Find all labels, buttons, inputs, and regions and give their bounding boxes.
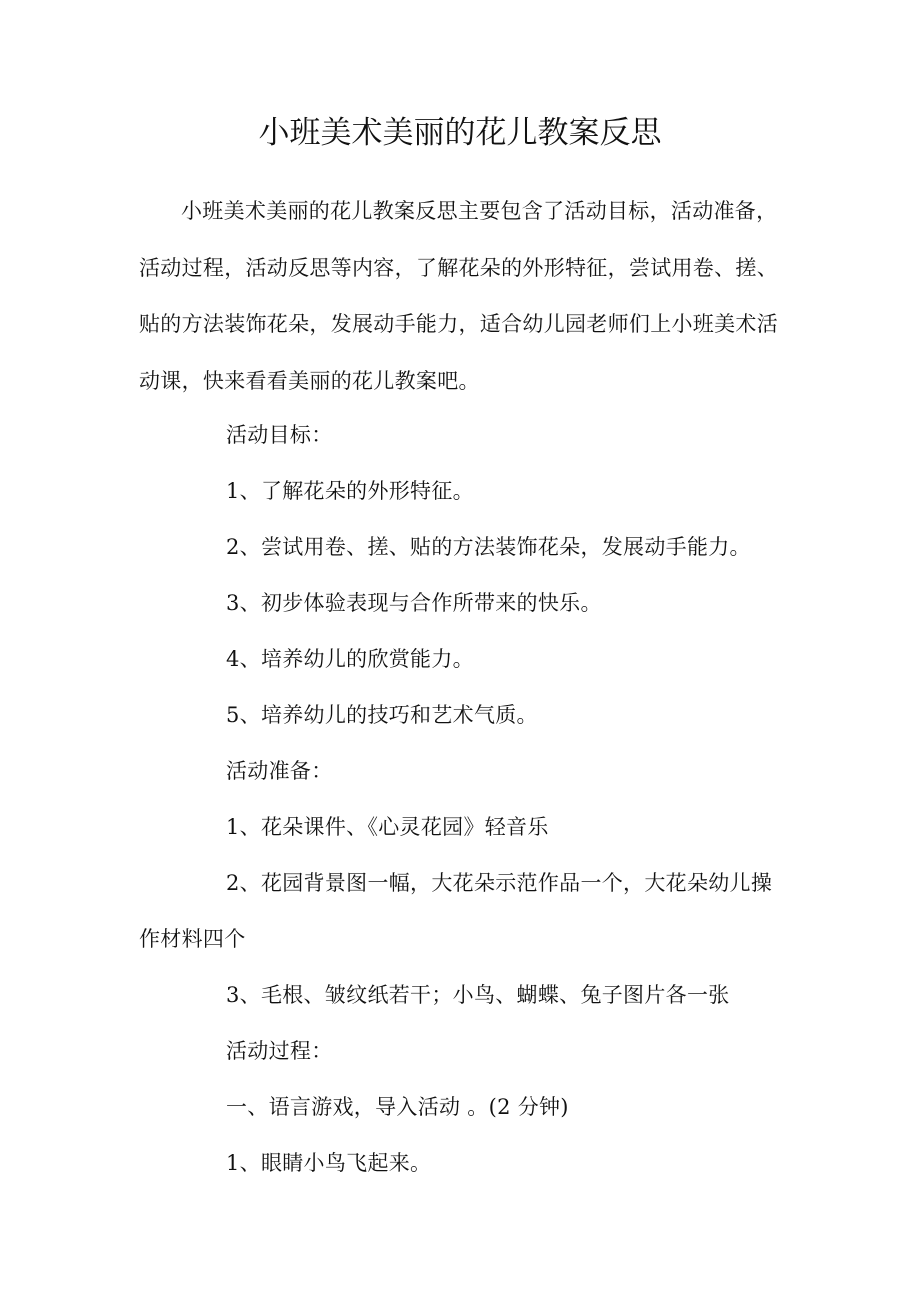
goal-item-4: 4、培养幼儿的欣赏能力。 [226, 647, 474, 671]
preparation-item-2-continued: 作材料四个 [139, 927, 246, 951]
section-heading-preparation: 活动准备： [226, 759, 333, 783]
goal-item-1: 1、了解花朵的外形特征。 [226, 479, 474, 503]
process-substep-1: 1、眼睛小鸟飞起来。 [226, 1151, 432, 1175]
intro-paragraph: 小班美术美丽的花儿教案反思主要包含了活动目标，活动准备，活动过程，活动反思等内容，了解花朵的外形特征，尝试用卷、搓、贴的方法装饰花朵，发展动手能力，适合幼儿园老师们上小班美术活动课，快来看看美丽的花儿教案吧。 [139, 199, 778, 393]
preparation-item-1: 1、花朵课件、《心灵花园》轻音乐 [226, 815, 549, 839]
section-heading-goals: 活动目标： [226, 423, 333, 447]
process-step-1: 一、语言游戏，导入活动 。(2 分钟) [226, 1095, 569, 1119]
preparation-item-2: 2、花园背景图一幅，大花朵示范作品一个，大花朵幼儿操 [226, 871, 773, 895]
goal-item-5: 5、培养幼儿的技巧和艺术气质。 [226, 703, 538, 727]
document-title: 小班美术美丽的花儿教案反思 [258, 115, 662, 151]
goal-item-2: 2、尝试用卷、搓、贴的方法装饰花朵，发展动手能力。 [226, 535, 751, 559]
preparation-item-3: 3、毛根、皱纹纸若干；小鸟、蝴蝶、兔子图片各一张 [226, 983, 730, 1007]
goal-item-3: 3、初步体验表现与合作所带来的快乐。 [226, 591, 602, 615]
section-heading-process: 活动过程： [226, 1039, 333, 1063]
